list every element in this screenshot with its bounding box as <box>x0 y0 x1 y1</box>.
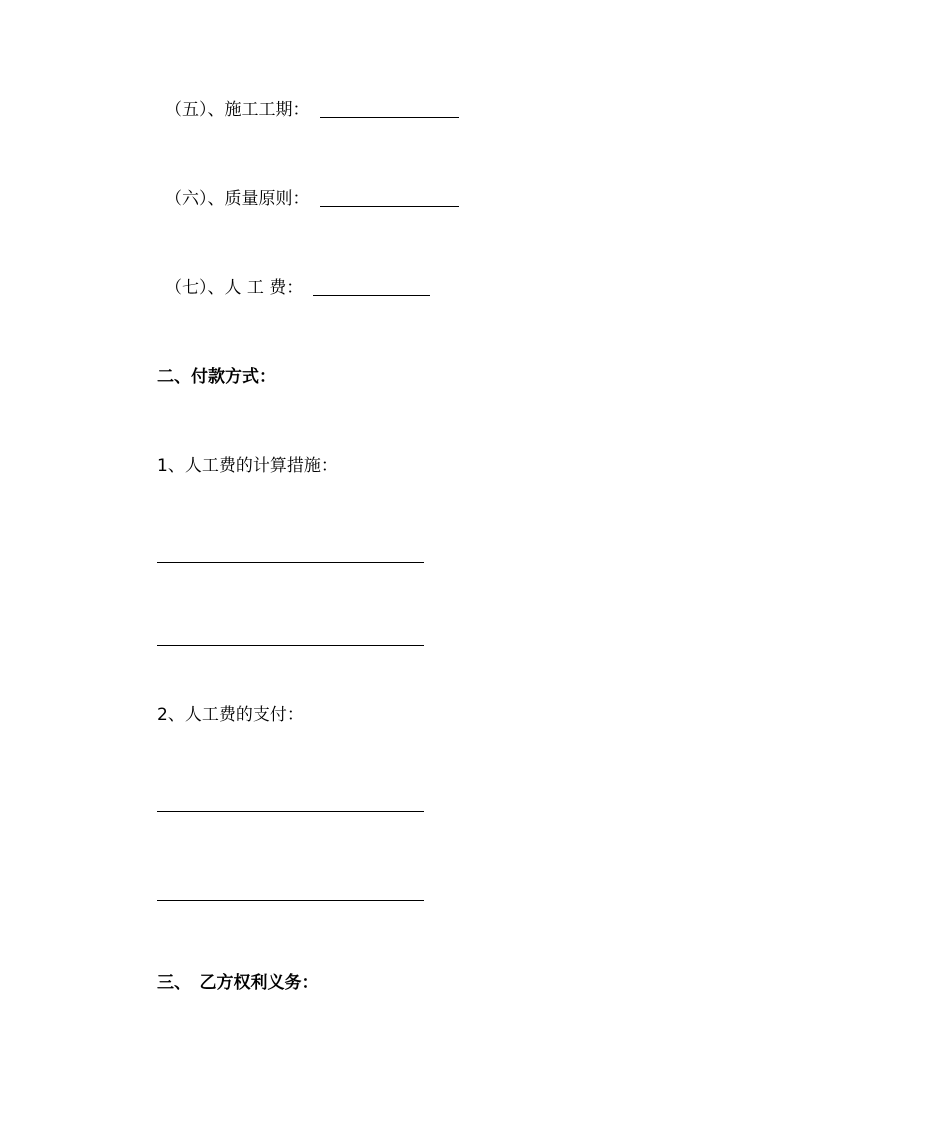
section-heading-party-b-rights: 三、 乙方权利义务： <box>157 973 319 993</box>
quality-standard-blank[interactable] <box>320 206 459 207</box>
calculation-method-blank-1[interactable] <box>157 562 424 563</box>
section-heading-payment: 二、付款方式： <box>157 367 276 387</box>
item-quality-standard <box>165 188 310 210</box>
item-labor-cost <box>165 277 303 299</box>
subheading-calculation-method: 1、人工费的计算措施： <box>157 456 338 476</box>
payment-blank-2[interactable] <box>157 900 424 901</box>
construction-period-blank[interactable] <box>320 117 459 118</box>
labor-cost-blank[interactable] <box>313 295 430 296</box>
item-label: 质量原则： <box>224 189 310 209</box>
item-prefix: （七）、 <box>165 278 225 298</box>
payment-blank-1[interactable] <box>157 811 424 812</box>
item-prefix: （六）、 <box>165 189 225 209</box>
item-prefix: （五）、 <box>165 100 225 120</box>
item-construction-period <box>165 99 310 121</box>
item-label: 人 工 费： <box>224 278 304 298</box>
subheading-payment-of-labor-cost: 2、人工费的支付： <box>157 705 304 725</box>
calculation-method-blank-2[interactable] <box>157 645 424 646</box>
item-label: 施工工期： <box>224 100 310 120</box>
